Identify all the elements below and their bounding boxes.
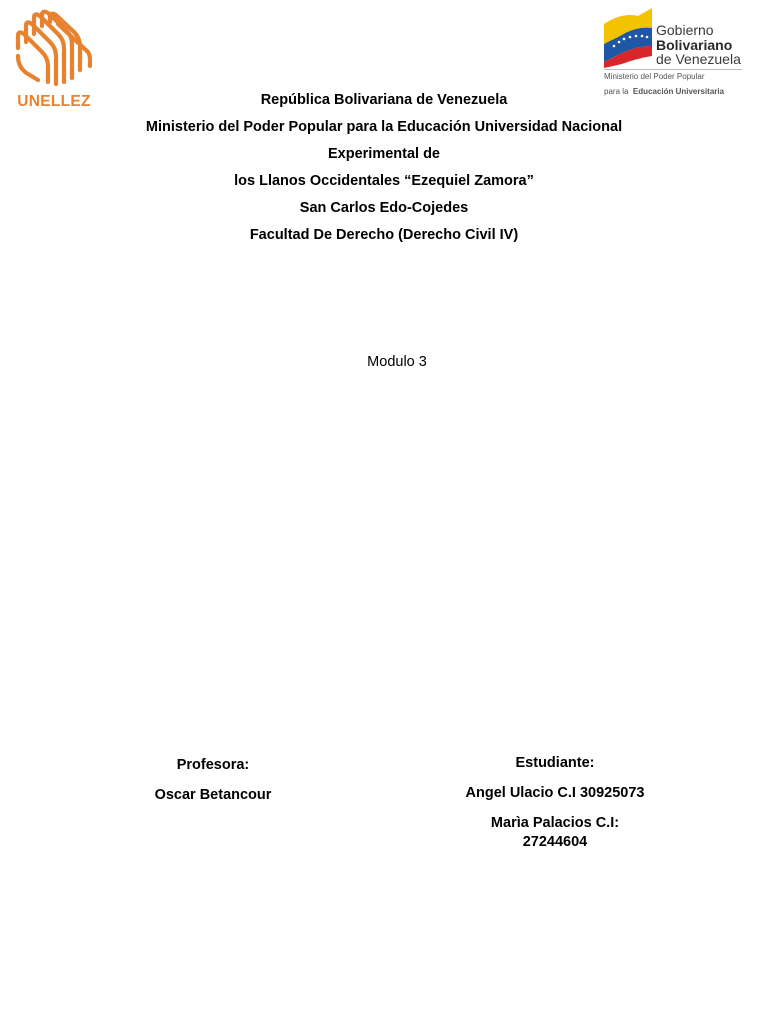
unellez-logo-text: UNELLEZ [17, 93, 91, 110]
module-title: Modulo 3 [367, 354, 427, 370]
gov-logo-ministry: Ministerio del Poder Popular [604, 72, 705, 81]
gov-logo-line-1: Gobierno [656, 22, 714, 38]
header-line-1: República Bolivariana de Venezuela [260, 92, 508, 108]
student-2-line-1: Marìa Palacios C.I: [490, 815, 620, 831]
venezuela-flag-icon [602, 6, 656, 68]
government-logo [602, 4, 748, 96]
gov-logo-line-3: de Venezuela [656, 51, 741, 67]
gov-logo-divider [604, 69, 742, 70]
student-2-line-2: 27244604 [522, 834, 588, 850]
header-line-6: Facultad De Derecho (Derecho Civil IV) [249, 227, 519, 243]
header-line-3: Experimental de [327, 146, 440, 162]
header-line-5: San Carlos Edo-Cojedes [299, 200, 469, 216]
gov-logo-prefix: para la [604, 87, 629, 96]
teacher-name: Oscar Betancour [154, 787, 272, 803]
student-1: Angel Ulacio C.I 30925073 [465, 785, 645, 801]
header-line-2: Ministerio del Poder Popular para la Educación Universidad Nacional [145, 119, 623, 135]
teacher-label: Profesora: [176, 757, 250, 773]
student-label: Estudiante: [515, 755, 595, 771]
gov-logo-line-2: Bolivariano [656, 37, 733, 53]
gov-logo-education: Educación Universitaria [632, 87, 725, 96]
header-line-4: los Llanos Occidentales “Ezequiel Zamora” [234, 173, 534, 189]
